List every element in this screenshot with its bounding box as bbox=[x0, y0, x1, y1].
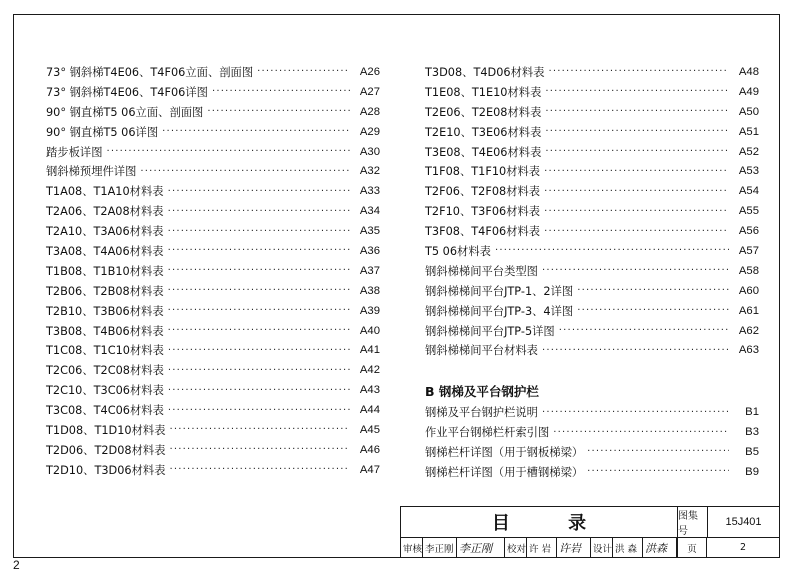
checker-signature: 许岩 bbox=[557, 538, 591, 557]
dot-leader bbox=[553, 427, 729, 438]
toc-entry-page: B5 bbox=[745, 445, 759, 458]
toc-entry-page: A43 bbox=[359, 384, 380, 397]
toc-entry-title: T3C08、T4C06材料表 bbox=[46, 404, 164, 418]
dot-leader bbox=[545, 86, 729, 97]
toc-entry-page: A32 bbox=[359, 165, 380, 178]
toc-entry-page: A53 bbox=[738, 165, 759, 178]
dot-leader bbox=[207, 106, 350, 117]
toc-entry bbox=[46, 201, 380, 221]
toc-entry-page: A45 bbox=[359, 423, 380, 436]
toc-entry-title: T3F08、T4F06材料表 bbox=[425, 225, 541, 239]
toc-entry-title: T1C08、T1C10材料表 bbox=[46, 344, 164, 358]
dot-leader bbox=[168, 365, 350, 376]
toc-entry-title: 73° 钢斜梯T4E06、T4F06立面、剖面图 bbox=[46, 65, 254, 79]
toc-entry-title: T1D08、T1D10材料表 bbox=[46, 423, 166, 437]
toc-entry-page: B3 bbox=[745, 426, 759, 439]
page-label: 页 bbox=[677, 538, 707, 557]
dot-leader bbox=[168, 345, 350, 356]
toc-entry bbox=[46, 301, 380, 321]
toc-entry bbox=[425, 161, 759, 181]
toc-entry-title: T2C06、T2C08材料表 bbox=[46, 364, 164, 378]
toc-entry-title: T1F08、T1F10材料表 bbox=[425, 165, 541, 179]
toc-entry bbox=[425, 241, 759, 261]
toc-entry bbox=[46, 102, 380, 122]
dot-leader bbox=[168, 226, 350, 237]
toc-entry-page: A40 bbox=[359, 324, 380, 337]
toc-right-column bbox=[425, 62, 759, 482]
title-block-signatures bbox=[401, 538, 779, 557]
toc-entry-title: T5 06材料表 bbox=[425, 244, 491, 258]
toc-entry-title: T3E08、T4E06材料表 bbox=[425, 145, 542, 159]
toc-entry-page: A48 bbox=[738, 65, 759, 78]
toc-entry-page: A47 bbox=[359, 463, 380, 476]
toc-entry bbox=[46, 281, 380, 301]
toc-entry-title: T2E10、T3E06材料表 bbox=[425, 125, 542, 139]
atlas-number: 15J401 bbox=[707, 507, 779, 537]
title-block-top bbox=[401, 507, 779, 538]
toc-entry bbox=[46, 161, 380, 181]
toc-entry-page: A58 bbox=[738, 264, 759, 277]
toc-entry-page: A44 bbox=[359, 404, 380, 417]
toc-entry bbox=[425, 82, 759, 102]
dot-leader bbox=[168, 305, 350, 316]
spacer bbox=[425, 360, 759, 380]
title-block bbox=[400, 506, 780, 558]
atlas-label: 图集号 bbox=[677, 507, 707, 537]
section-b-heading: B 钢梯及平台钢护栏 bbox=[425, 384, 539, 400]
toc-entry-title: 钢斜梯梯间平台类型图 bbox=[425, 264, 538, 278]
dot-leader bbox=[170, 464, 350, 475]
dot-leader bbox=[542, 407, 729, 418]
toc-entry-title: T2E06、T2E08材料表 bbox=[425, 105, 542, 119]
dot-leader bbox=[545, 106, 729, 117]
toc-entry bbox=[425, 321, 759, 341]
toc-entry-title: 钢斜梯梯间平台JTP-1、2详图 bbox=[425, 284, 574, 298]
check-label: 校对 bbox=[505, 538, 527, 557]
toc-entry-page: A36 bbox=[359, 244, 380, 257]
toc-entry-page: A51 bbox=[738, 125, 759, 138]
toc-entry-title: T1A08、T1A10材料表 bbox=[46, 185, 164, 199]
dot-leader bbox=[212, 86, 350, 97]
toc-right-items bbox=[425, 62, 759, 360]
toc-entry-page: A46 bbox=[359, 443, 380, 456]
checker-name: 许 岩 bbox=[527, 538, 557, 557]
toc-entry-page: A39 bbox=[359, 304, 380, 317]
toc-entry-page: A54 bbox=[738, 185, 759, 198]
dot-leader bbox=[544, 186, 729, 197]
toc-left-column bbox=[46, 62, 380, 480]
toc-entry-title: 踏步板详图 bbox=[46, 145, 103, 159]
toc-entry bbox=[425, 122, 759, 142]
dot-leader bbox=[587, 446, 729, 457]
toc-entry-title: 钢斜梯梯间平台材料表 bbox=[425, 344, 538, 358]
toc-entry bbox=[46, 380, 380, 400]
toc-entry-title: T2F06、T2F08材料表 bbox=[425, 185, 541, 199]
dot-leader bbox=[168, 245, 350, 256]
toc-entry bbox=[425, 102, 759, 122]
dot-leader bbox=[168, 265, 350, 276]
toc-entry-page: A33 bbox=[359, 185, 380, 198]
toc-entry-page: A37 bbox=[359, 264, 380, 277]
dot-leader bbox=[257, 66, 350, 77]
toc-entry bbox=[425, 62, 759, 82]
dot-leader bbox=[587, 466, 729, 477]
toc-entry-page: A29 bbox=[359, 125, 380, 138]
toc-entry bbox=[46, 122, 380, 142]
toc-entry-page: A52 bbox=[738, 145, 759, 158]
dot-leader bbox=[168, 186, 350, 197]
section-b-items bbox=[425, 402, 759, 482]
toc-entry-page: A56 bbox=[738, 225, 759, 238]
toc-entry bbox=[425, 402, 759, 422]
toc-entry bbox=[46, 82, 380, 102]
toc-entry-title: T2B06、T2B08材料表 bbox=[46, 284, 164, 298]
toc-entry-page: A34 bbox=[359, 205, 380, 218]
dot-leader bbox=[549, 66, 729, 77]
toc-entry-title: 钢梯栏杆详图（用于槽钢梯梁） bbox=[425, 465, 584, 479]
toc-entry bbox=[46, 360, 380, 380]
toc-entry bbox=[46, 261, 380, 281]
toc-entry bbox=[46, 142, 380, 162]
toc-entry-page: A27 bbox=[359, 85, 380, 98]
toc-entry bbox=[46, 321, 380, 341]
dot-leader bbox=[168, 206, 350, 217]
toc-entry-title: T3B08、T4B06材料表 bbox=[46, 324, 164, 338]
toc-entry bbox=[46, 221, 380, 241]
dot-leader bbox=[168, 325, 350, 336]
toc-entry-title: 90° 钢直梯T5 06立面、剖面图 bbox=[46, 105, 204, 119]
toc-entry-title: 钢斜梯梯间平台JTP-3、4详图 bbox=[425, 304, 574, 318]
toc-entry-title: T3A08、T4A06材料表 bbox=[46, 244, 164, 258]
toc-entry bbox=[46, 340, 380, 360]
dot-leader bbox=[168, 405, 350, 416]
toc-entry bbox=[425, 261, 759, 281]
dot-leader bbox=[544, 206, 729, 217]
toc-entry-page: B9 bbox=[745, 465, 759, 478]
reviewer-name: 李正刚 bbox=[423, 538, 457, 557]
dot-leader bbox=[542, 345, 729, 356]
dot-leader bbox=[542, 265, 729, 276]
dot-leader bbox=[545, 126, 729, 137]
designer-name: 洪 森 bbox=[613, 538, 643, 557]
toc-entry-title: T2D06、T2D08材料表 bbox=[46, 443, 166, 457]
designer-signature: 洪森 bbox=[643, 538, 677, 557]
toc-entry bbox=[425, 281, 759, 301]
toc-entry bbox=[425, 340, 759, 360]
toc-entry bbox=[425, 442, 759, 462]
dot-leader bbox=[577, 305, 729, 316]
toc-entry-page: A63 bbox=[738, 344, 759, 357]
toc-entry-page: A50 bbox=[738, 105, 759, 118]
toc-entry-page: A26 bbox=[359, 65, 380, 78]
toc-entry-title: 作业平台钢梯栏杆索引图 bbox=[425, 426, 550, 440]
toc-entry-page: A42 bbox=[359, 364, 380, 377]
toc-entry-title: 钢斜梯预埋件详图 bbox=[46, 165, 137, 179]
dot-leader bbox=[140, 166, 350, 177]
toc-entry-title: T2B10、T3B06材料表 bbox=[46, 304, 164, 318]
toc-entry-page: A30 bbox=[359, 145, 380, 158]
toc-entry-page: A62 bbox=[738, 324, 759, 337]
dot-leader bbox=[559, 325, 729, 336]
toc-entry-title: T3D08、T4D06材料表 bbox=[425, 65, 545, 79]
toc-entry-title: T1B08、T1B10材料表 bbox=[46, 264, 164, 278]
toc-entry-title: 90° 钢直梯T5 06详图 bbox=[46, 125, 159, 139]
dot-leader bbox=[544, 166, 729, 177]
dot-leader bbox=[170, 444, 350, 455]
toc-entry-page: B1 bbox=[745, 406, 759, 419]
toc-entry-title: 钢梯及平台钢护栏说明 bbox=[425, 406, 538, 420]
dot-leader bbox=[107, 146, 351, 157]
toc-entry-page: A41 bbox=[359, 344, 380, 357]
toc-entry bbox=[425, 462, 759, 482]
toc-entry bbox=[46, 440, 380, 460]
document-title: 目 录 bbox=[491, 513, 613, 534]
toc-entry-page: A35 bbox=[359, 225, 380, 238]
dot-leader bbox=[168, 385, 350, 396]
design-label: 设计 bbox=[591, 538, 613, 557]
toc-entry bbox=[46, 420, 380, 440]
toc-entry-title: T2A10、T3A06材料表 bbox=[46, 225, 164, 239]
toc-entry bbox=[425, 422, 759, 442]
toc-entry-title: 73° 钢斜梯T4E06、T4F06详图 bbox=[46, 85, 208, 99]
toc-entry bbox=[425, 201, 759, 221]
toc-entry-page: A57 bbox=[738, 244, 759, 257]
toc-entry bbox=[425, 142, 759, 162]
toc-entry bbox=[46, 241, 380, 261]
toc-entry-page: A28 bbox=[359, 105, 380, 118]
toc-entry-page: A38 bbox=[359, 284, 380, 297]
toc-entry-title: T2A06、T2A08材料表 bbox=[46, 205, 164, 219]
toc-entry-title: T2F10、T3F06材料表 bbox=[425, 205, 541, 219]
dot-leader bbox=[544, 226, 729, 237]
dot-leader bbox=[577, 285, 729, 296]
dot-leader bbox=[495, 245, 729, 256]
toc-entry bbox=[425, 221, 759, 241]
toc-entry-page: A61 bbox=[738, 304, 759, 317]
toc-entry bbox=[46, 62, 380, 82]
toc-entry bbox=[46, 460, 380, 480]
toc-entry bbox=[46, 181, 380, 201]
reviewer-signature: 李正刚 bbox=[457, 538, 505, 557]
sheet-page-number: 2 bbox=[739, 542, 747, 553]
dot-leader bbox=[168, 285, 350, 296]
toc-entry bbox=[425, 301, 759, 321]
toc-entry-title: 钢斜梯梯间平台JTP-5详图 bbox=[425, 324, 555, 338]
toc-entry bbox=[425, 181, 759, 201]
page-number: 2 bbox=[13, 558, 20, 572]
dot-leader bbox=[545, 146, 729, 157]
toc-entry-title: T1E08、T1E10材料表 bbox=[425, 85, 542, 99]
toc-entry-title: 钢梯栏杆详图（用于钢板梯梁） bbox=[425, 445, 584, 459]
review-label: 审核 bbox=[401, 538, 423, 557]
toc-entry bbox=[46, 400, 380, 420]
toc-entry-page: A49 bbox=[738, 85, 759, 98]
dot-leader bbox=[170, 424, 350, 435]
toc-entry-title: T2D10、T3D06材料表 bbox=[46, 463, 166, 477]
dot-leader bbox=[162, 126, 350, 137]
toc-entry-page: A55 bbox=[738, 205, 759, 218]
toc-entry-page: A60 bbox=[738, 284, 759, 297]
toc-entry-title: T2C10、T3C06材料表 bbox=[46, 384, 164, 398]
